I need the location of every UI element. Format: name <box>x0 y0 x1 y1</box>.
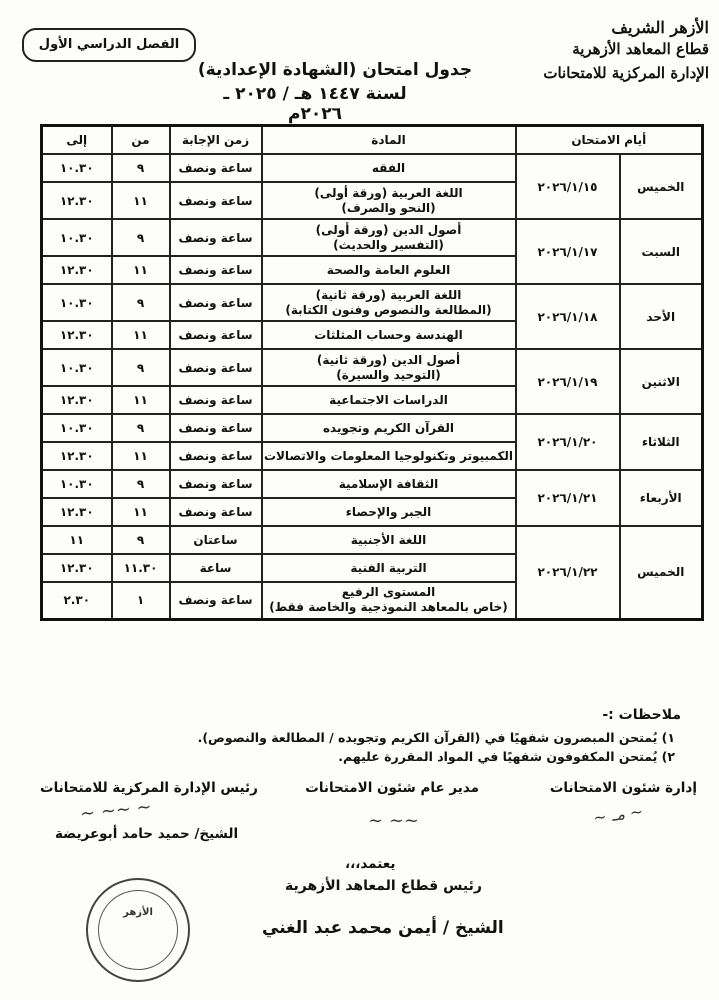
exam-date: ٢٠٢٦/١/١٧ <box>516 219 620 284</box>
header-from: من <box>112 126 170 155</box>
end-time-cell: ١٠.٣٠ <box>42 414 112 442</box>
end-time-cell: ١٢.٣٠ <box>42 321 112 349</box>
sector-head-name: الشيخ / أيمن محمد عبد الغني <box>262 918 504 938</box>
exam-schedule-table <box>40 124 704 621</box>
notes-title: ملاحظات :- <box>602 707 681 723</box>
subject-cell <box>262 414 516 442</box>
start-time-cell: ٩ <box>112 154 170 182</box>
org-name-sector: قطاع المعاهد الأزهرية <box>572 40 709 58</box>
subject-line: التربية الفنية <box>350 560 427 575</box>
table-row <box>42 219 703 256</box>
signature-central-head: رئيس الإدارة المركزية للامتحانات <box>40 780 258 796</box>
note-item: ١) يُمتحن المبصرون شفهيًا في (القرآن الكريم وتجويده / المطالعة والنصوص). <box>197 730 675 745</box>
subject-cell <box>262 321 516 349</box>
start-time-cell: ٩ <box>112 526 170 554</box>
header-days: أيام الامتحان <box>516 126 703 155</box>
subject-cell <box>262 526 516 554</box>
exam-date: ٢٠٢٦/١/٢٢ <box>516 526 620 619</box>
start-time-cell: ٩ <box>112 414 170 442</box>
subject-cell <box>262 284 516 321</box>
exam-date: ٢٠٢٦/١/١٩ <box>516 349 620 414</box>
subject-cell <box>262 349 516 386</box>
end-time-cell: ١٢.٣٠ <box>42 386 112 414</box>
exam-day: الخميس <box>620 526 703 619</box>
end-time-cell: ١٢.٣٠ <box>42 442 112 470</box>
handwritten-signature: ~ ~~ ~ <box>79 796 153 825</box>
subject-cell <box>262 219 516 256</box>
handwritten-signature: ~ مـ ~ <box>591 801 645 828</box>
subject-cell <box>262 386 516 414</box>
duration-cell: ساعتان <box>170 526 262 554</box>
header-duration: زمن الإجابة <box>170 126 262 155</box>
subject-line: (النحو والصرف) <box>341 200 436 215</box>
exam-date: ٢٠٢٦/١/١٨ <box>516 284 620 349</box>
start-time-cell: ١١ <box>112 498 170 526</box>
official-stamp <box>86 878 190 982</box>
document-title: جدول امتحان (الشهادة الإعدادية) <box>197 60 473 80</box>
signature-exam-affairs: إدارة شئون الامتحانات <box>549 780 697 796</box>
exam-day: الأربعاء <box>620 470 703 526</box>
subject-line: الفقه <box>371 160 406 175</box>
subject-line: (خاص بالمعاهد النموذجية والخاصة فقط) <box>269 600 508 615</box>
end-time-cell: ٢.٣٠ <box>42 582 112 619</box>
table-header-row <box>42 126 703 155</box>
table-row <box>42 414 703 442</box>
duration-cell: ساعة ونصف <box>170 219 262 256</box>
duration-cell: ساعة ونصف <box>170 349 262 386</box>
exam-day: السبت <box>620 219 703 284</box>
table-row <box>42 470 703 498</box>
subject-line: الكمبيوتر وتكنولوجيا المعلومات والاتصالات <box>263 448 514 463</box>
exam-date: ٢٠٢٦/١/٢٠ <box>516 414 620 470</box>
duration-cell: ساعة ونصف <box>170 321 262 349</box>
subject-cell <box>262 182 516 219</box>
table-row <box>42 154 703 182</box>
start-time-cell: ٩ <box>112 470 170 498</box>
end-time-cell: ١٠.٣٠ <box>42 284 112 321</box>
subject-line: (التوحيد والسيرة) <box>336 367 441 382</box>
duration-cell: ساعة ونصف <box>170 442 262 470</box>
signature-sector-head: رئيس قطاع المعاهد الأزهرية <box>285 878 482 894</box>
subject-line: القرآن الكريم وتجويده <box>322 420 455 435</box>
subject-cell <box>262 470 516 498</box>
start-time-cell: ١١ <box>112 442 170 470</box>
subject-line: اللغة العربية (ورقة ثانية) <box>315 287 462 302</box>
start-time-cell: ١ <box>112 582 170 619</box>
end-time-cell: ١١ <box>42 526 112 554</box>
approval-label: يعتمد،،، <box>345 856 396 872</box>
exam-day: الأحد <box>620 284 703 349</box>
start-time-cell: ١١ <box>112 256 170 284</box>
end-time-cell: ١٢.٣٠ <box>42 498 112 526</box>
org-name-azhar: الأزهر الشريف <box>611 18 709 37</box>
start-time-cell: ١١ <box>112 182 170 219</box>
subject-cell <box>262 256 516 284</box>
subject-line: الثقافة الإسلامية <box>338 476 439 491</box>
duration-cell: ساعة ونصف <box>170 414 262 442</box>
duration-cell: ساعة ونصف <box>170 154 262 182</box>
end-time-cell: ١٢.٣٠ <box>42 256 112 284</box>
subject-cell <box>262 442 516 470</box>
end-time-cell: ١٠.٣٠ <box>42 219 112 256</box>
table-row <box>42 284 703 321</box>
subject-line: (التفسير والحديث) <box>333 237 444 252</box>
start-time-cell: ١١ <box>112 386 170 414</box>
signature-general-manager: مدير عام شئون الامتحانات <box>305 780 479 796</box>
start-time-cell: ١١.٣٠ <box>112 554 170 582</box>
duration-cell: ساعة <box>170 554 262 582</box>
end-time-cell: ١٠.٣٠ <box>42 470 112 498</box>
duration-cell: ساعة ونصف <box>170 470 262 498</box>
exam-date: ٢٠٢٦/١/٢١ <box>516 470 620 526</box>
exam-day: الثلاثاء <box>620 414 703 470</box>
table-row <box>42 526 703 554</box>
table-row <box>42 349 703 386</box>
subject-cell <box>262 154 516 182</box>
end-time-cell: ١٠.٣٠ <box>42 154 112 182</box>
org-name-department: الإدارة المركزية للامتحانات <box>543 64 709 82</box>
central-head-name: الشيخ/ حميد حامد أبوعريضة <box>55 826 239 842</box>
document-year: لسنة ١٤٤٧ هـ / ٢٠٢٥ ـ ٢٠٢٦م <box>223 84 407 124</box>
subject-line: أصول الدين (ورقة ثانية) <box>316 352 461 367</box>
subject-cell <box>262 582 516 619</box>
header-to: إلى <box>42 126 112 155</box>
duration-cell: ساعة ونصف <box>170 582 262 619</box>
duration-cell: ساعة ونصف <box>170 498 262 526</box>
duration-cell: ساعة ونصف <box>170 386 262 414</box>
duration-cell: ساعة ونصف <box>170 284 262 321</box>
stamp-text: الأزهر <box>98 890 178 970</box>
exam-day: الخميس <box>620 154 703 219</box>
semester-label: الفصل الدراسي الأول <box>22 28 196 62</box>
subject-cell <box>262 554 516 582</box>
subject-line: المستوى الرفيع <box>341 585 436 600</box>
end-time-cell: ١٠.٣٠ <box>42 349 112 386</box>
handwritten-signature: ~~ ~ <box>368 810 419 831</box>
start-time-cell: ٩ <box>112 284 170 321</box>
subject-line: الهندسة وحساب المثلثات <box>314 327 463 342</box>
header-subject: المادة <box>262 126 516 155</box>
duration-cell: ساعة ونصف <box>170 182 262 219</box>
subject-line: اللغة الأجنبية <box>350 532 427 547</box>
subject-line: الجبر والإحصاء <box>345 504 432 519</box>
duration-cell: ساعة ونصف <box>170 256 262 284</box>
subject-line: اللغة العربية (ورقة أولى) <box>314 185 463 200</box>
subject-cell <box>262 498 516 526</box>
note-item: ٢) يُمتحن المكفوفون شفهيًا في المواد المقررة عليهم. <box>338 749 675 764</box>
subject-line: أصول الدين (ورقة أولى) <box>315 222 462 237</box>
start-time-cell: ٩ <box>112 349 170 386</box>
end-time-cell: ١٢.٣٠ <box>42 182 112 219</box>
start-time-cell: ٩ <box>112 219 170 256</box>
subject-line: الدراسات الاجتماعية <box>329 392 448 407</box>
exam-day: الاثنين <box>620 349 703 414</box>
end-time-cell: ١٢.٣٠ <box>42 554 112 582</box>
subject-line: العلوم العامة والصحة <box>326 262 451 277</box>
exam-date: ٢٠٢٦/١/١٥ <box>516 154 620 219</box>
subject-line: (المطالعة والنصوص وفنون الكتابة) <box>285 302 492 317</box>
start-time-cell: ١١ <box>112 321 170 349</box>
